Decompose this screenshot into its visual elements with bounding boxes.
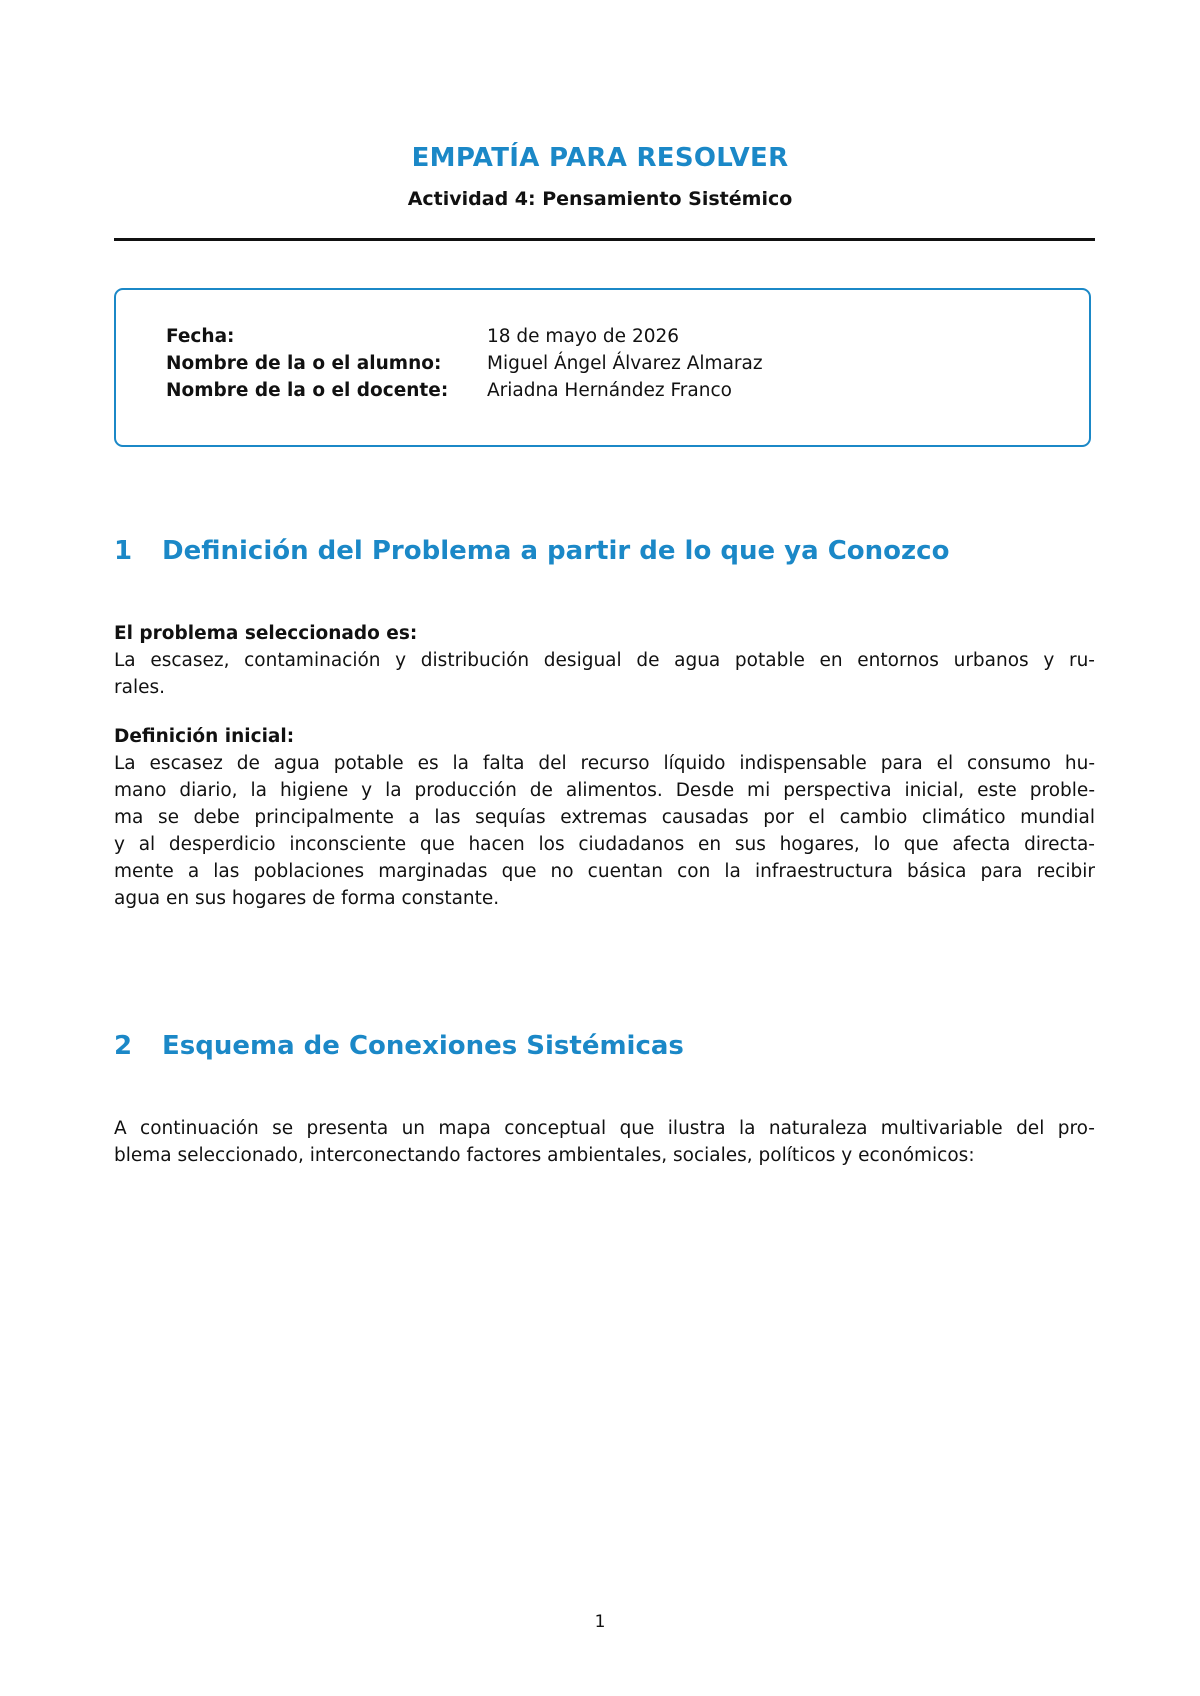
- info-value: Ariadna Hernández Franco: [487, 380, 732, 401]
- info-row-student: [166, 351, 763, 377]
- paragraph-line: y al desperdicio inconsciente que hacen los ciudadanos en sus hogares, lo que afecta directa-: [114, 834, 1095, 855]
- info-row-teacher: [166, 378, 732, 404]
- paragraph-line: ma se debe principalmente a las sequías extremas causadas por el cambio climático mundial: [114, 807, 1095, 828]
- document-title: EMPATÍA PARA RESOLVER: [411, 143, 789, 173]
- info-value: 18 de mayo de 2026: [487, 326, 680, 347]
- info-row-date: [166, 324, 679, 350]
- section-title: Definición del Problema a partir de lo que ya Conozco: [162, 536, 950, 566]
- document-subtitle: Actividad 4: Pensamiento Sistémico: [407, 188, 793, 210]
- paragraph-line: La escasez de agua potable es la falta del recurso líquido indispensable para el consumo hu-: [114, 753, 1095, 774]
- info-box: [114, 288, 1091, 447]
- paragraph-line: mente a las poblaciones marginadas que no cuentan con la infraestructura básica para recibir: [114, 861, 1095, 882]
- info-label: Nombre de la o el docente:: [166, 380, 449, 401]
- paragraph-line: agua en sus hogares de forma constante.: [114, 888, 500, 909]
- paragraph-line: rales.: [114, 677, 165, 698]
- paragraph-line: mano diario, la higiene y la producción de alimentos. Desde mi perspectiva inicial, este proble-: [114, 780, 1095, 801]
- section-heading-1: [114, 536, 949, 566]
- info-value: Miguel Ángel Álvarez Almaraz: [487, 353, 763, 374]
- definition-label: Definición inicial:: [114, 726, 295, 747]
- paragraph-line: A continuación se presenta un mapa conceptual que ilustra la naturaleza multivariable del pro-: [114, 1118, 1095, 1139]
- section-heading-2: [114, 1031, 684, 1061]
- section-number: 2: [114, 1031, 133, 1061]
- problem-label: El problema seleccionado es:: [114, 623, 418, 644]
- info-label: Fecha:: [166, 326, 235, 347]
- paragraph-line: blema seleccionado, interconectando factores ambientales, sociales, políticos y económicos:: [114, 1145, 975, 1166]
- paragraph-line: La escasez, contaminación y distribución desigual de agua potable en entornos urbanos y ru-: [114, 650, 1095, 671]
- page-number: 1: [594, 1612, 606, 1632]
- info-label: Nombre de la o el alumno:: [166, 353, 442, 374]
- title-divider: [114, 238, 1095, 241]
- section-title: Esquema de Conexiones Sistémicas: [162, 1031, 684, 1061]
- section-number: 1: [114, 536, 133, 566]
